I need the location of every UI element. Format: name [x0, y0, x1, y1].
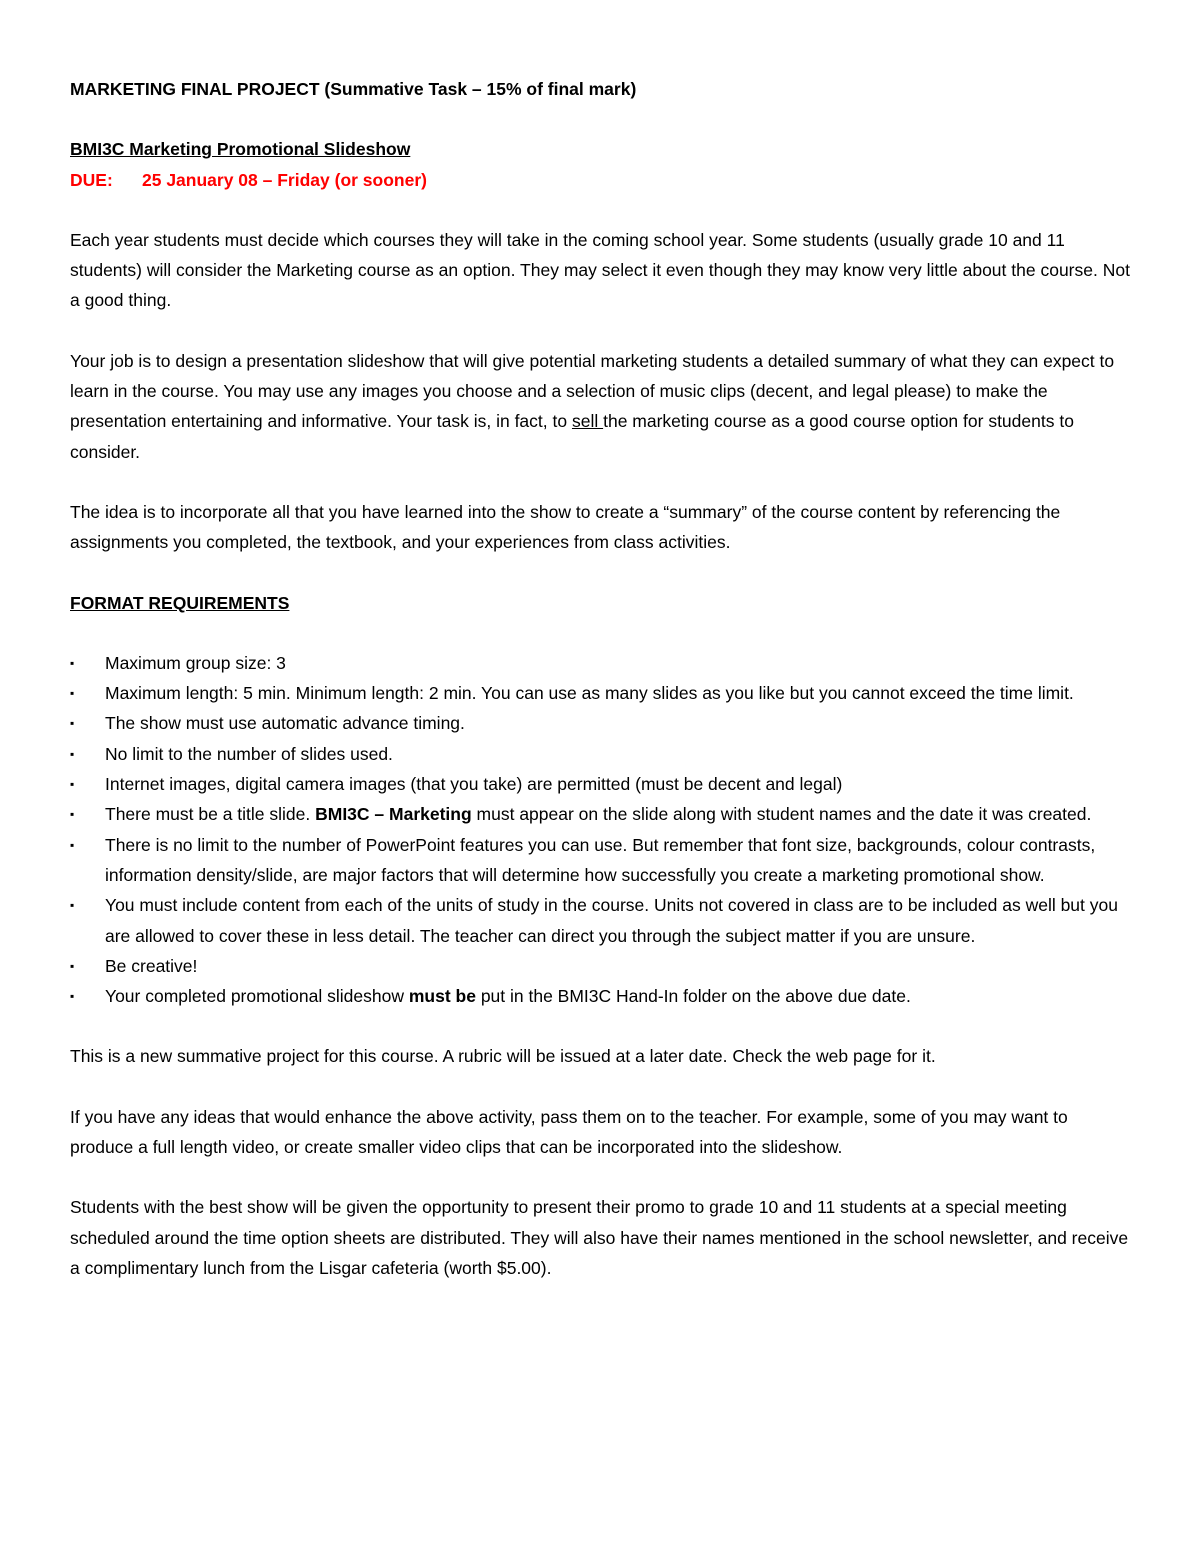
list-item-text-end: must appear on the slide along with student names and the date it was created. — [471, 804, 1092, 825]
requirements-list — [70, 648, 1130, 1012]
list-item — [70, 830, 1130, 891]
sell-emphasis: sell — [571, 411, 604, 432]
due-label: DUE: — [70, 169, 113, 190]
rubric-paragraph: This is a new summative project for this course. A rubric will be issued at a later date. Check the web page for it. — [70, 1046, 936, 1067]
list-item — [70, 739, 1130, 769]
list-item-text-end: put in the BMI3C Hand-In folder on the above due date. — [475, 986, 911, 1007]
format-requirements-heading: FORMAT REQUIREMENTS — [70, 592, 290, 613]
list-item — [70, 769, 1130, 799]
list-item — [70, 890, 1130, 951]
list-item-text: Internet images, digital camera images (that you take) are permitted (must be decent and legal) — [105, 774, 843, 795]
square-bullet-icon: ▪ — [70, 837, 75, 852]
square-bullet-icon: ▪ — [70, 989, 75, 1004]
list-item-text: The show must use automatic advance timing. — [105, 713, 465, 734]
due-date-line — [70, 165, 1130, 195]
list-item — [70, 981, 1130, 1011]
document-subtitle: BMI3C Marketing Promotional Slideshow — [70, 139, 411, 160]
list-item-text: Maximum group size: 3 — [105, 652, 286, 673]
intro-paragraph: Each year students must decide which courses they will take in the coming school year. Some students (usually grade 10 and 11 students) will consider the Marketing course as an option. They may select it even though they may know very little about the course. Not a good thing. — [70, 229, 1130, 311]
square-bullet-icon: ▪ — [70, 686, 75, 701]
square-bullet-icon: ▪ — [70, 655, 75, 670]
list-item-text: Your completed promotional slideshow — [105, 986, 409, 1007]
square-bullet-icon: ▪ — [70, 746, 75, 761]
list-item — [70, 708, 1130, 738]
list-item — [70, 678, 1130, 708]
best-show-paragraph: Students with the best show will be given the opportunity to present their promo to grade 10 and 11 students at a special meeting scheduled around the time option sheets are distributed. They will also have their names mentioned in the school newsletter, and receive a complimentary lunch from the Lisgar cafeteria (worth $5.00). — [70, 1197, 1129, 1278]
list-item-text: There must be a title slide. — [105, 804, 316, 825]
document-title: MARKETING FINAL PROJECT (Summative Task – 15% of final mark) — [70, 79, 637, 99]
bmi3c-marketing-emphasis: BMI3C – Marketing — [315, 804, 472, 825]
ideas-paragraph: If you have any ideas that would enhance the above activity, pass them on to the teacher. For example, some of you may want to produce a full length video, or create smaller video clips that can be incorporated into the slideshow. — [70, 1106, 1068, 1158]
due-date: 25 January 08 – Friday (or sooner) — [142, 169, 427, 190]
square-bullet-icon: ▪ — [70, 958, 75, 973]
must-be-emphasis: must be — [408, 986, 476, 1007]
square-bullet-icon: ▪ — [70, 716, 75, 731]
list-item-text: No limit to the number of slides used. — [105, 743, 393, 764]
idea-paragraph: The idea is to incorporate all that you have learned into the show to create a “summary” of the course content by referencing the assignments you completed, the textbook, and your experiences from class activities. — [70, 501, 1061, 553]
list-item-text: There is no limit to the number of PowerPoint features you can use. But remember that font size, backgrounds, colour contrasts, information density/slide, are major factors that will determine how successfully you create a marketing promotional show. — [105, 834, 1096, 885]
list-item — [70, 951, 1130, 981]
job-paragraph-text-end: the marketing course as a good course option for students to consider. — [70, 411, 1074, 462]
list-item-text: Be creative! — [105, 955, 198, 976]
square-bullet-icon: ▪ — [70, 898, 75, 913]
square-bullet-icon: ▪ — [70, 777, 75, 792]
list-item-text: You must include content from each of the units of study in the course. Units not covered in class are to be included as well but you are allowed to cover these in less detail. The teacher can direct you through the subject matter if you are unsure. — [105, 895, 1118, 946]
job-paragraph — [70, 346, 1130, 467]
list-item — [70, 799, 1130, 829]
list-item-text: Maximum length: 5 min. Minimum length: 2 min. You can use as many slides as you like but you cannot exceed the time limit. — [105, 683, 1074, 704]
list-item — [70, 648, 1130, 678]
square-bullet-icon: ▪ — [70, 807, 75, 822]
job-paragraph-text: Your job is to design a presentation slideshow that will give potential marketing students a detailed summary of what they can expect to learn in the course. You may use any images you choose and a selection of music clips (decent, and legal please) to make the presentation entertaining and informative. Your task is, in fact, to — [70, 350, 1115, 432]
